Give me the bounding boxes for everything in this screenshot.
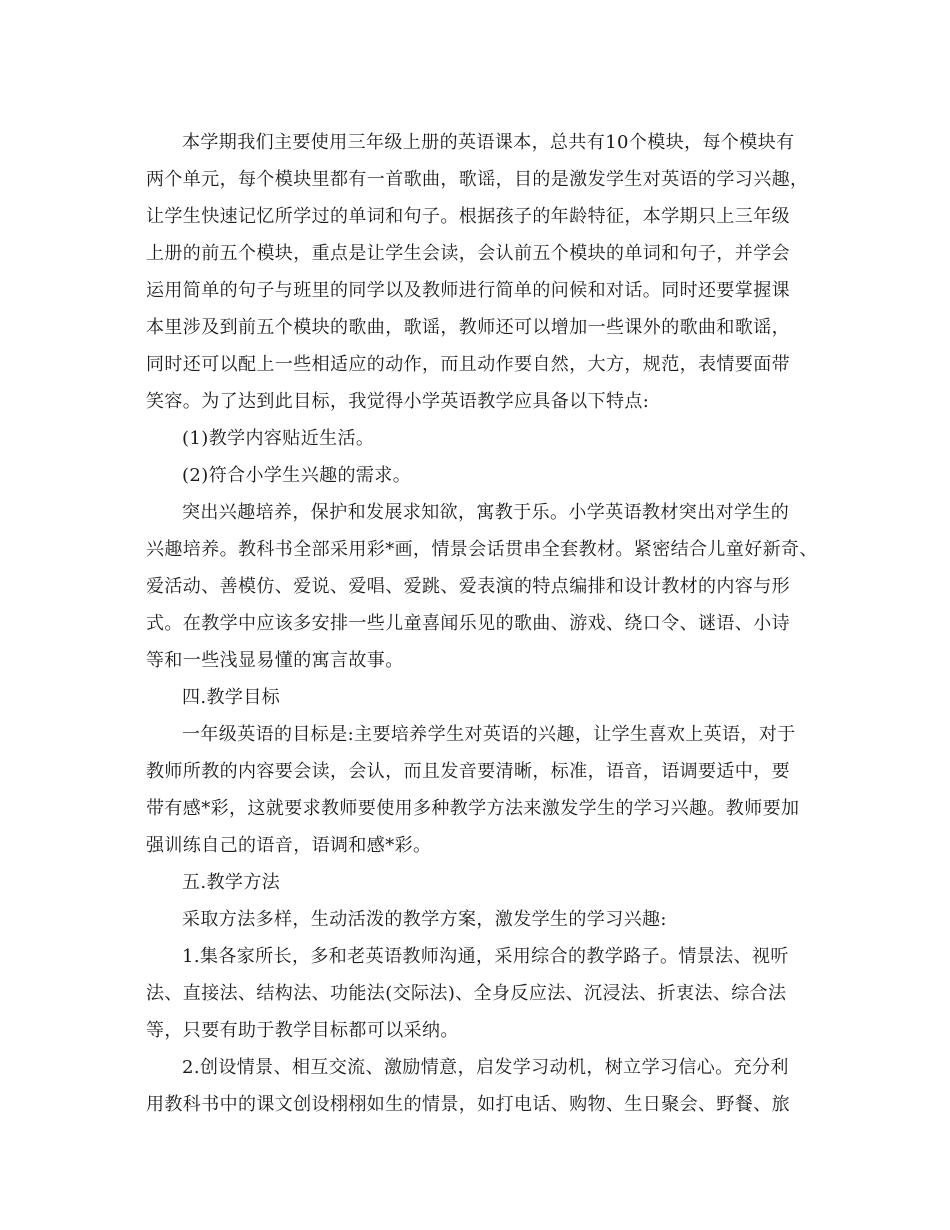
- list-item: (2)符合小学生兴趣的需求。: [182, 465, 412, 486]
- list-item: 2.创设情景、相互交流、激励情意，启发学习动机，树立学习信心。充分利: [182, 1057, 789, 1078]
- text-line: 带有感*彩，这就要求教师要使用多种教学方法来激发学生的学习兴趣。教师要加: [146, 798, 800, 819]
- text-line: 本学期我们主要使用三年级上册的英语课本，总共有10个模块，每个模块有: [182, 132, 795, 153]
- section-heading: 四.教学目标: [182, 687, 281, 708]
- text-line: 运用简单的句子与班里的同学以及教师进行简单的问候和对话。同时还要掌握课: [146, 280, 790, 301]
- text-line: 同时还可以配上一些相适应的动作，而且动作要自然，大方，规范，表情要面带: [146, 354, 790, 375]
- text-line: 本里涉及到前五个模块的歌曲，歌谣，教师还可以增加一些课外的歌曲和歌谣，: [146, 317, 790, 338]
- text-line: 上册的前五个模块，重点是让学生会读，会认前五个模块的单词和句子，并学会: [146, 243, 790, 264]
- text-line: 兴趣培养。教科书全部采用彩*画，情景会话贯串全套教材。紧密结合儿童好新奇、: [146, 539, 818, 560]
- text-line: 一年级英语的目标是:主要培养学生对英语的兴趣，让学生喜欢上英语，对于: [182, 724, 796, 745]
- text-line: 用教科书中的课文创设栩栩如生的情景，如打电话、购物、生日聚会、野餐、旅: [146, 1094, 790, 1115]
- text-line: 爱活动、善模仿、爱说、爱唱、爱跳、爱表演的特点编排和设计教材的内容与形: [146, 576, 790, 597]
- text-line: 笑容。为了达到此目标，我觉得小学英语教学应具备以下特点:: [146, 391, 650, 412]
- section-heading: 五.教学方法: [182, 872, 281, 893]
- text-line: 等，只要有助于教学目标都可以采纳。: [146, 1020, 459, 1041]
- text-line: 突出兴趣培养，保护和发展求知欲，寓教于乐。小学英语教材突出对学生的: [182, 502, 790, 523]
- text-line: 式。在教学中应该多安排一些儿童喜闻乐见的歌曲、游戏、绕口令、谜语、小诗: [146, 613, 790, 634]
- text-line: 采取方法多样，生动活泼的教学方案，激发学生的学习兴趣:: [182, 909, 667, 930]
- list-item: 1.集各家所长，多和老英语教师沟通，采用综合的教学路子。情景法、视听: [182, 946, 789, 967]
- text-line: 教师所教的内容要会读，会认，而且发音要清晰，标准，语音，语调要适中，要: [146, 761, 790, 782]
- text-line: 让学生快速记忆所学过的单词和句子。根据孩子的年龄特征，本学期只上三年级: [146, 206, 790, 227]
- text-line: 法、直接法、结构法、功能法(交际法)、全身反应法、沉浸法、折衷法、综合法: [146, 983, 787, 1004]
- list-item: (1)教学内容贴近生活。: [182, 428, 375, 449]
- text-line: 强训练自己的语音，语调和感*彩。: [146, 835, 432, 856]
- text-line: 等和一些浅显易懂的寓言故事。: [146, 650, 404, 671]
- text-line: 两个单元，每个模块里都有一首歌曲，歌谣，目的是激发学生对英语的学习兴趣，: [146, 169, 809, 190]
